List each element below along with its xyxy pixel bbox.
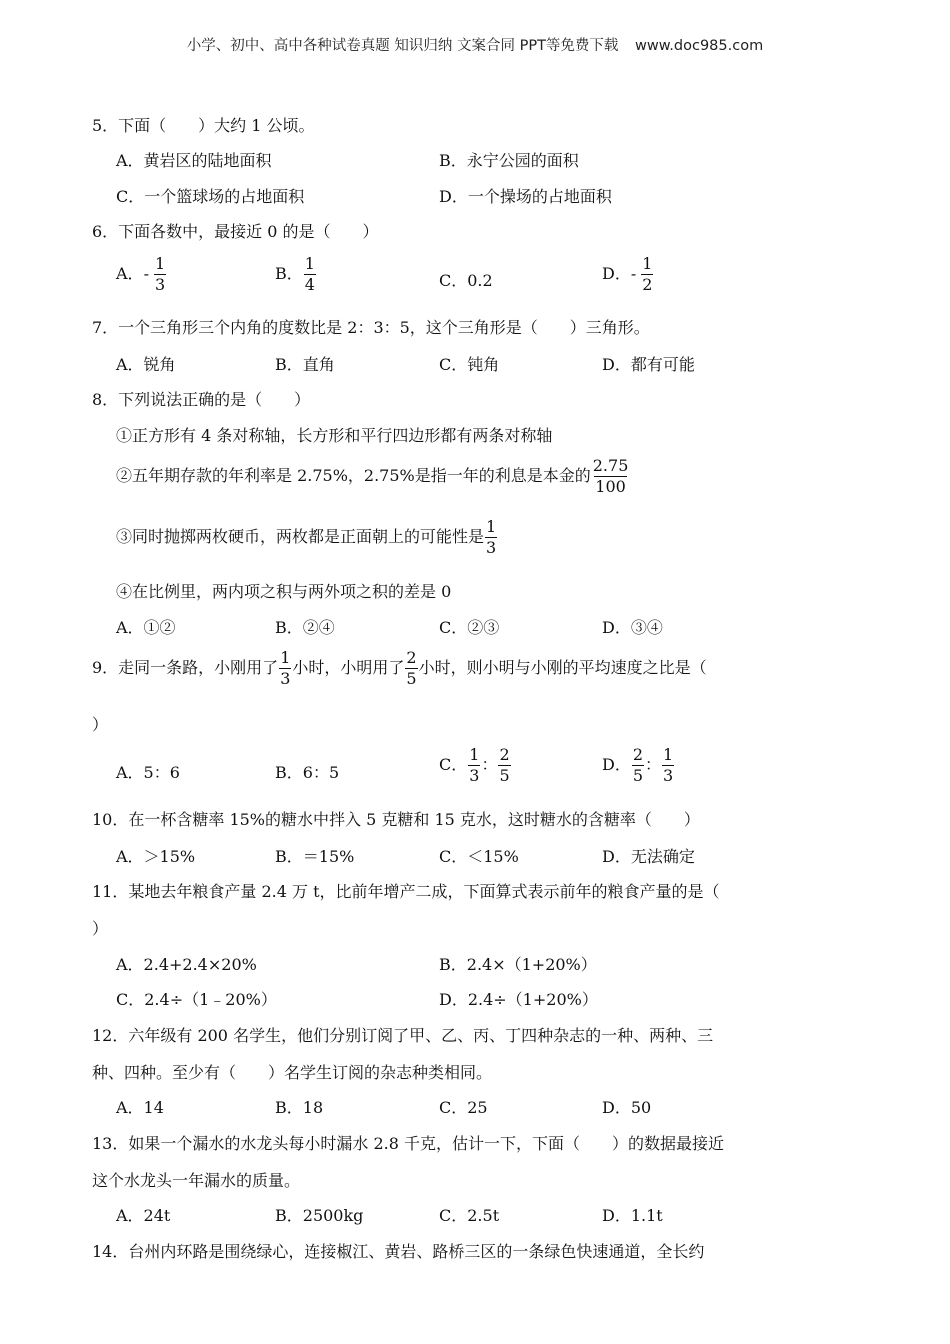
q8-option-a: A．①② — [116, 618, 176, 637]
q12-option-a: A．14 — [116, 1098, 164, 1117]
q10-option-c: C．＜15% — [439, 847, 519, 866]
q10-option-b: B．＝15% — [275, 847, 355, 866]
question-13-stem: 13．如果一个漏水的水龙头每小时漏水 2.8 千克，估计一下，下面（ ）的数据最接近 — [92, 1134, 724, 1153]
q8-statement-1: ①正方形有 4 条对称轴，长方形和平行四边形都有两条对称轴 — [116, 426, 553, 445]
q9-option-b: B．6：5 — [275, 763, 340, 782]
fraction: $\frac{2}{5}$ — [499, 745, 510, 785]
fraction: $\frac{1}{2}$ — [642, 254, 653, 294]
question-11-stem: 11．某地去年粮食产量 2.4 万 t，比前年增产二成，下面算式表示前年的粮食产量的是（ — [92, 882, 720, 901]
header-promo-text: 小学、初中、高中各种试卷真题 知识归纳 文案合同 PPT等免费下载 — [186, 38, 619, 54]
q8-option-d: D．③④ — [602, 618, 663, 637]
q13-option-b: B．2500kg — [275, 1206, 364, 1225]
q7-option-d: D．都有可能 — [602, 355, 695, 374]
q5-option-c: C．一个篮球场的占地面积 — [116, 187, 305, 206]
q11-option-b: B．2.4×（1+20%） — [439, 955, 597, 974]
q6-option-a: A．- $\frac{1}{3}$ — [116, 254, 166, 294]
q10-option-d: D．无法确定 — [602, 847, 695, 866]
question-12-stem: 12．六年级有 200 名学生，他们分别订阅了甲、乙、丙、丁四种杂志的一种、两种、三 — [92, 1026, 714, 1045]
q5-option-a: A．黄岩区的陆地面积 — [116, 151, 272, 170]
q5-option-d: D．一个操场的占地面积 — [439, 187, 612, 206]
q11-option-c: C．2.4÷（1﹣20%） — [116, 990, 277, 1009]
q7-option-b: B．直角 — [275, 355, 335, 374]
q12-option-c: C．25 — [439, 1098, 488, 1117]
question-5-stem: 5．下面（ ）大约 1 公顷。 — [92, 116, 315, 135]
q6-option-c: C．0.2 — [439, 271, 493, 290]
question-9-stem-end: ） — [92, 715, 109, 734]
q6-option-d: D．- $\frac{1}{2}$ — [602, 254, 653, 294]
q10-option-a: A．＞15% — [116, 847, 196, 866]
header-website: www.doc985.com — [635, 38, 764, 54]
question-7-stem: 7．一个三角形三个内角的度数比是 2：3：5，这个三角形是（ ）三角形。 — [92, 318, 650, 337]
question-6-stem: 6．下面各数中，最接近 0 的是（ ） — [92, 222, 379, 241]
q5-option-b: B．永宁公园的面积 — [439, 151, 579, 170]
q13-option-d: D．1.1t — [602, 1206, 663, 1225]
q13-option-c: C．2.5t — [439, 1206, 500, 1225]
q6-option-b: B． $\frac{1}{4}$ — [275, 254, 315, 294]
q8-statement-3: ③同时抛掷两枚硬币，两枚都是正面朝上的可能性是 $\frac{1}{3}$ — [116, 517, 497, 557]
q11-option-d: D．2.4÷（1+20%） — [439, 990, 598, 1009]
question-9-stem: 9．走同一条路，小刚用了 $\frac{1}{3}$ 小时，小明用了 $\frac{2}{5}$ 小时，则小明与小刚的平均速度之比是（ — [92, 648, 707, 688]
fraction: $\frac{2}{5}$ — [632, 745, 644, 785]
q8-option-c: C．②③ — [439, 618, 500, 637]
q8-option-b: B．②④ — [275, 618, 335, 637]
question-10-stem: 10．在一杯含糖率 15%的糖水中拌入 5 克糖和 15 克水，这时糖水的含糖率（ ） — [92, 810, 700, 829]
question-8-stem: 8．下列说法正确的是（ ） — [92, 390, 311, 409]
q11-option-a: A．2.4+2.4×20% — [116, 955, 257, 974]
question-14-stem: 14．台州内环路是围绕绿心，连接椒江、黄岩、路桥三区的一条绿色快速通道，全长约 — [92, 1242, 705, 1261]
q8-statement-4: ④在比例里，两内项之积与两外项之积的差是 0 — [116, 582, 452, 601]
fraction: $\frac{1}{3}$ — [486, 517, 497, 557]
q8-statement-2: ②五年期存款的年利率是 2.75%，2.75%是指一年的利息是本金的 $\frac{2.75}{100}$ — [116, 456, 629, 496]
question-11-stem-end: ） — [92, 919, 109, 938]
fraction: $\frac{1}{3}$ — [469, 745, 480, 785]
q9-option-d: D． $\frac{2}{5}$ ： $\frac{1}{3}$ — [602, 745, 674, 785]
page-header — [0, 34, 950, 55]
q13-option-a: A．24t — [116, 1206, 171, 1225]
question-13-stem-cont: 这个水龙头一年漏水的质量。 — [92, 1171, 301, 1190]
question-12-stem-cont: 种、四种。至少有（ ）名学生订阅的杂志种类相同。 — [92, 1063, 493, 1082]
q7-option-c: C．钝角 — [439, 355, 500, 374]
q12-option-d: D．50 — [602, 1098, 652, 1117]
fraction: $\frac{2.75}{100}$ — [592, 456, 629, 496]
fraction: $\frac{1}{3}$ — [280, 648, 291, 688]
fraction: $\frac{1}{3}$ — [663, 745, 674, 785]
q12-option-b: B．18 — [275, 1098, 324, 1117]
fraction: $\frac{1}{3}$ — [154, 254, 166, 294]
q9-option-c: C． $\frac{1}{3}$ ： $\frac{2}{5}$ — [439, 745, 510, 785]
fraction: $\frac{2}{5}$ — [406, 648, 417, 688]
fraction: $\frac{1}{4}$ — [304, 254, 315, 294]
q9-option-a: A．5：6 — [116, 763, 180, 782]
q7-option-a: A．锐角 — [116, 355, 176, 374]
